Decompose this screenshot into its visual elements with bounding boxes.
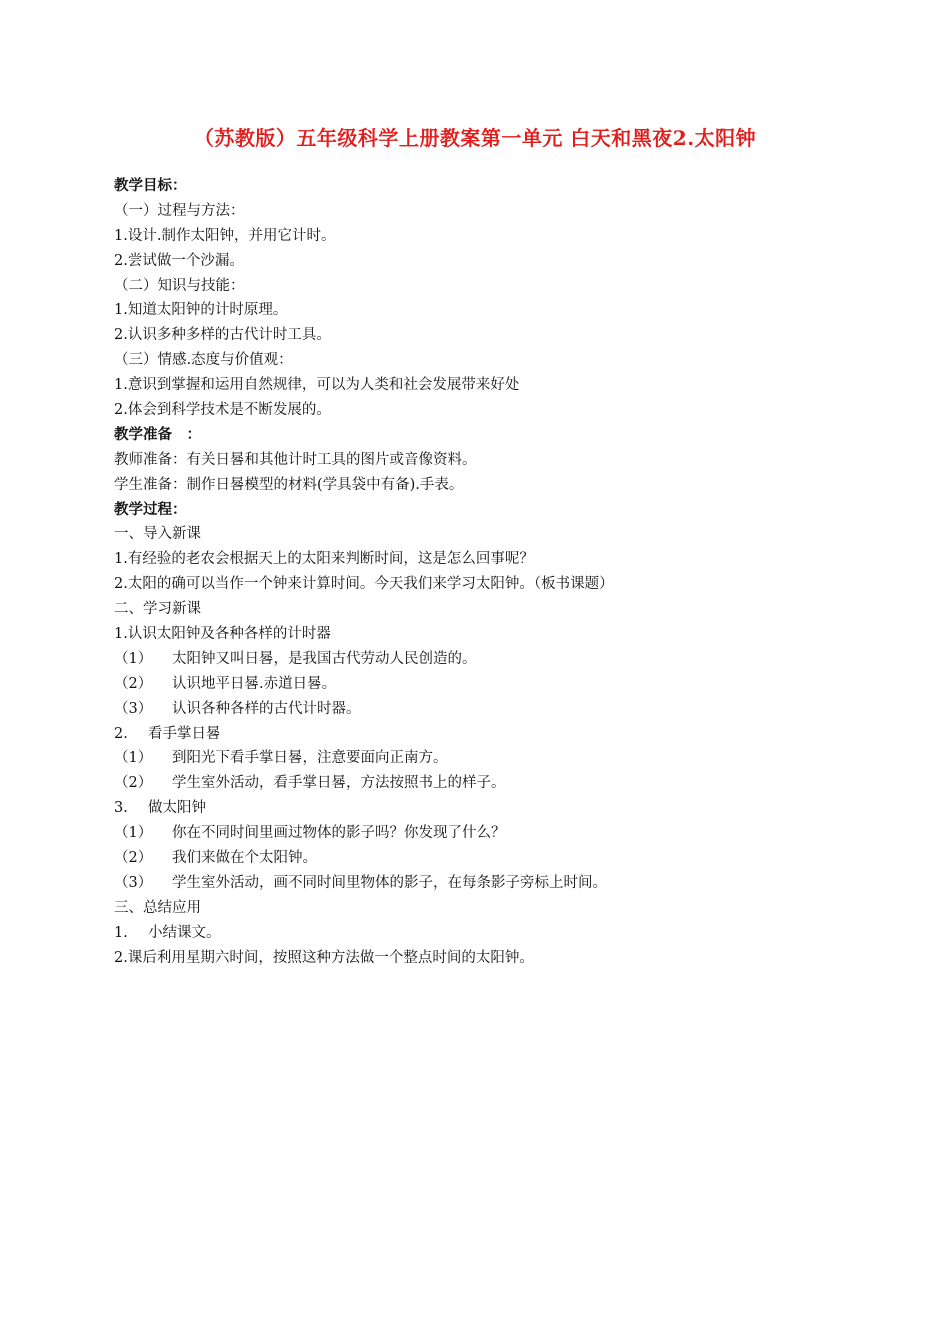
line-number: （3） [114,700,153,717]
text-line: 学生准备：制作日晷模型的材料(学具袋中有备).手表。 [114,476,464,493]
line-text: 我们来做在个太阳钟。 [172,850,317,867]
text-line: 1.认识太阳钟及各种各样的计时器 [114,626,331,643]
text-line: （一）过程与方法： [114,202,245,219]
text-line: 二、学习新课 [114,601,201,618]
numbered-line [114,672,854,697]
numbered-line [114,921,854,946]
line-text: 到阳光下看手掌日晷，注意要面向正南方。 [172,750,448,767]
line-number: （1） [114,650,153,667]
numbered-line [114,846,854,871]
preparation-heading: 教学准备 ： [114,426,201,443]
line-number: 3. [114,800,128,817]
text-line: 一、导入新课 [114,526,201,543]
text-line: 2.尝试做一个沙漏。 [114,252,244,269]
line-text: 看手掌日晷 [148,725,221,742]
line-text: 学生室外活动，画不同时间里物体的影子，在每条影子旁标上时间。 [172,874,607,891]
document-title: （苏教版）五年级科学上册教案第一单元 白天和黑夜2.太阳钟 [193,126,757,150]
line-number: （2） [114,850,153,867]
numbered-line [114,796,854,821]
process-heading: 教学过程： [114,501,187,518]
line-text: 认识各种各样的古代计时器。 [172,700,361,717]
line-text: 你在不同时间里画过物体的影子吗？你发现了什么？ [172,825,506,842]
text-line: 1.知道太阳钟的计时原理。 [114,302,288,319]
line-number: （1） [114,750,153,767]
line-number: 1. [114,924,128,941]
numbered-line [114,647,854,672]
line-number: （1） [114,825,153,842]
line-number: （2） [114,675,153,692]
objectives-heading: 教学目标： [114,178,187,194]
text-line: 2.体会到科学技术是不断发展的。 [114,402,331,419]
numbered-line [114,697,854,722]
text-line: 2.太阳的确可以当作一个钟来计算时间。今天我们来学习太阳钟。（板书课题） [114,576,614,593]
numbered-line [114,771,854,796]
line-number: （2） [114,775,153,792]
text-line: （三）情感.态度与价值观： [114,352,293,369]
text-line: 2.认识多种多样的古代计时工具。 [114,327,331,344]
numbered-line [114,871,854,896]
numbered-line [114,821,854,846]
text-line: 2.课后利用星期六时间，按照这种方法做一个整点时间的太阳钟。 [114,949,534,966]
line-number: （3） [114,874,153,891]
line-text: 做太阳钟 [148,800,206,817]
text-line: 1.有经验的老农会根据天上的太阳来判断时间，这是怎么回事呢？ [114,551,534,568]
line-text: 学生室外活动，看手掌日晷，方法按照书上的样子。 [172,775,506,792]
document-body [114,174,854,971]
numbered-line [114,722,854,747]
line-text: 小结课文。 [148,924,221,941]
text-line: （二）知识与技能： [114,277,245,294]
line-number: 2. [114,725,128,742]
line-text: 太阳钟又叫日晷，是我国古代劳动人民创造的。 [172,650,477,667]
text-line: 教师准备：有关日晷和其他计时工具的图片或音像资料。 [114,451,477,468]
line-text: 认识地平日晷.赤道日晷。 [172,675,337,692]
numbered-line [114,746,854,771]
text-line: 1.设计.制作太阳钟，并用它计时。 [114,227,336,244]
text-line: 三、总结应用 [114,899,201,916]
text-line: 1.意识到掌握和运用自然规律，可以为人类和社会发展带来好处 [114,377,520,394]
